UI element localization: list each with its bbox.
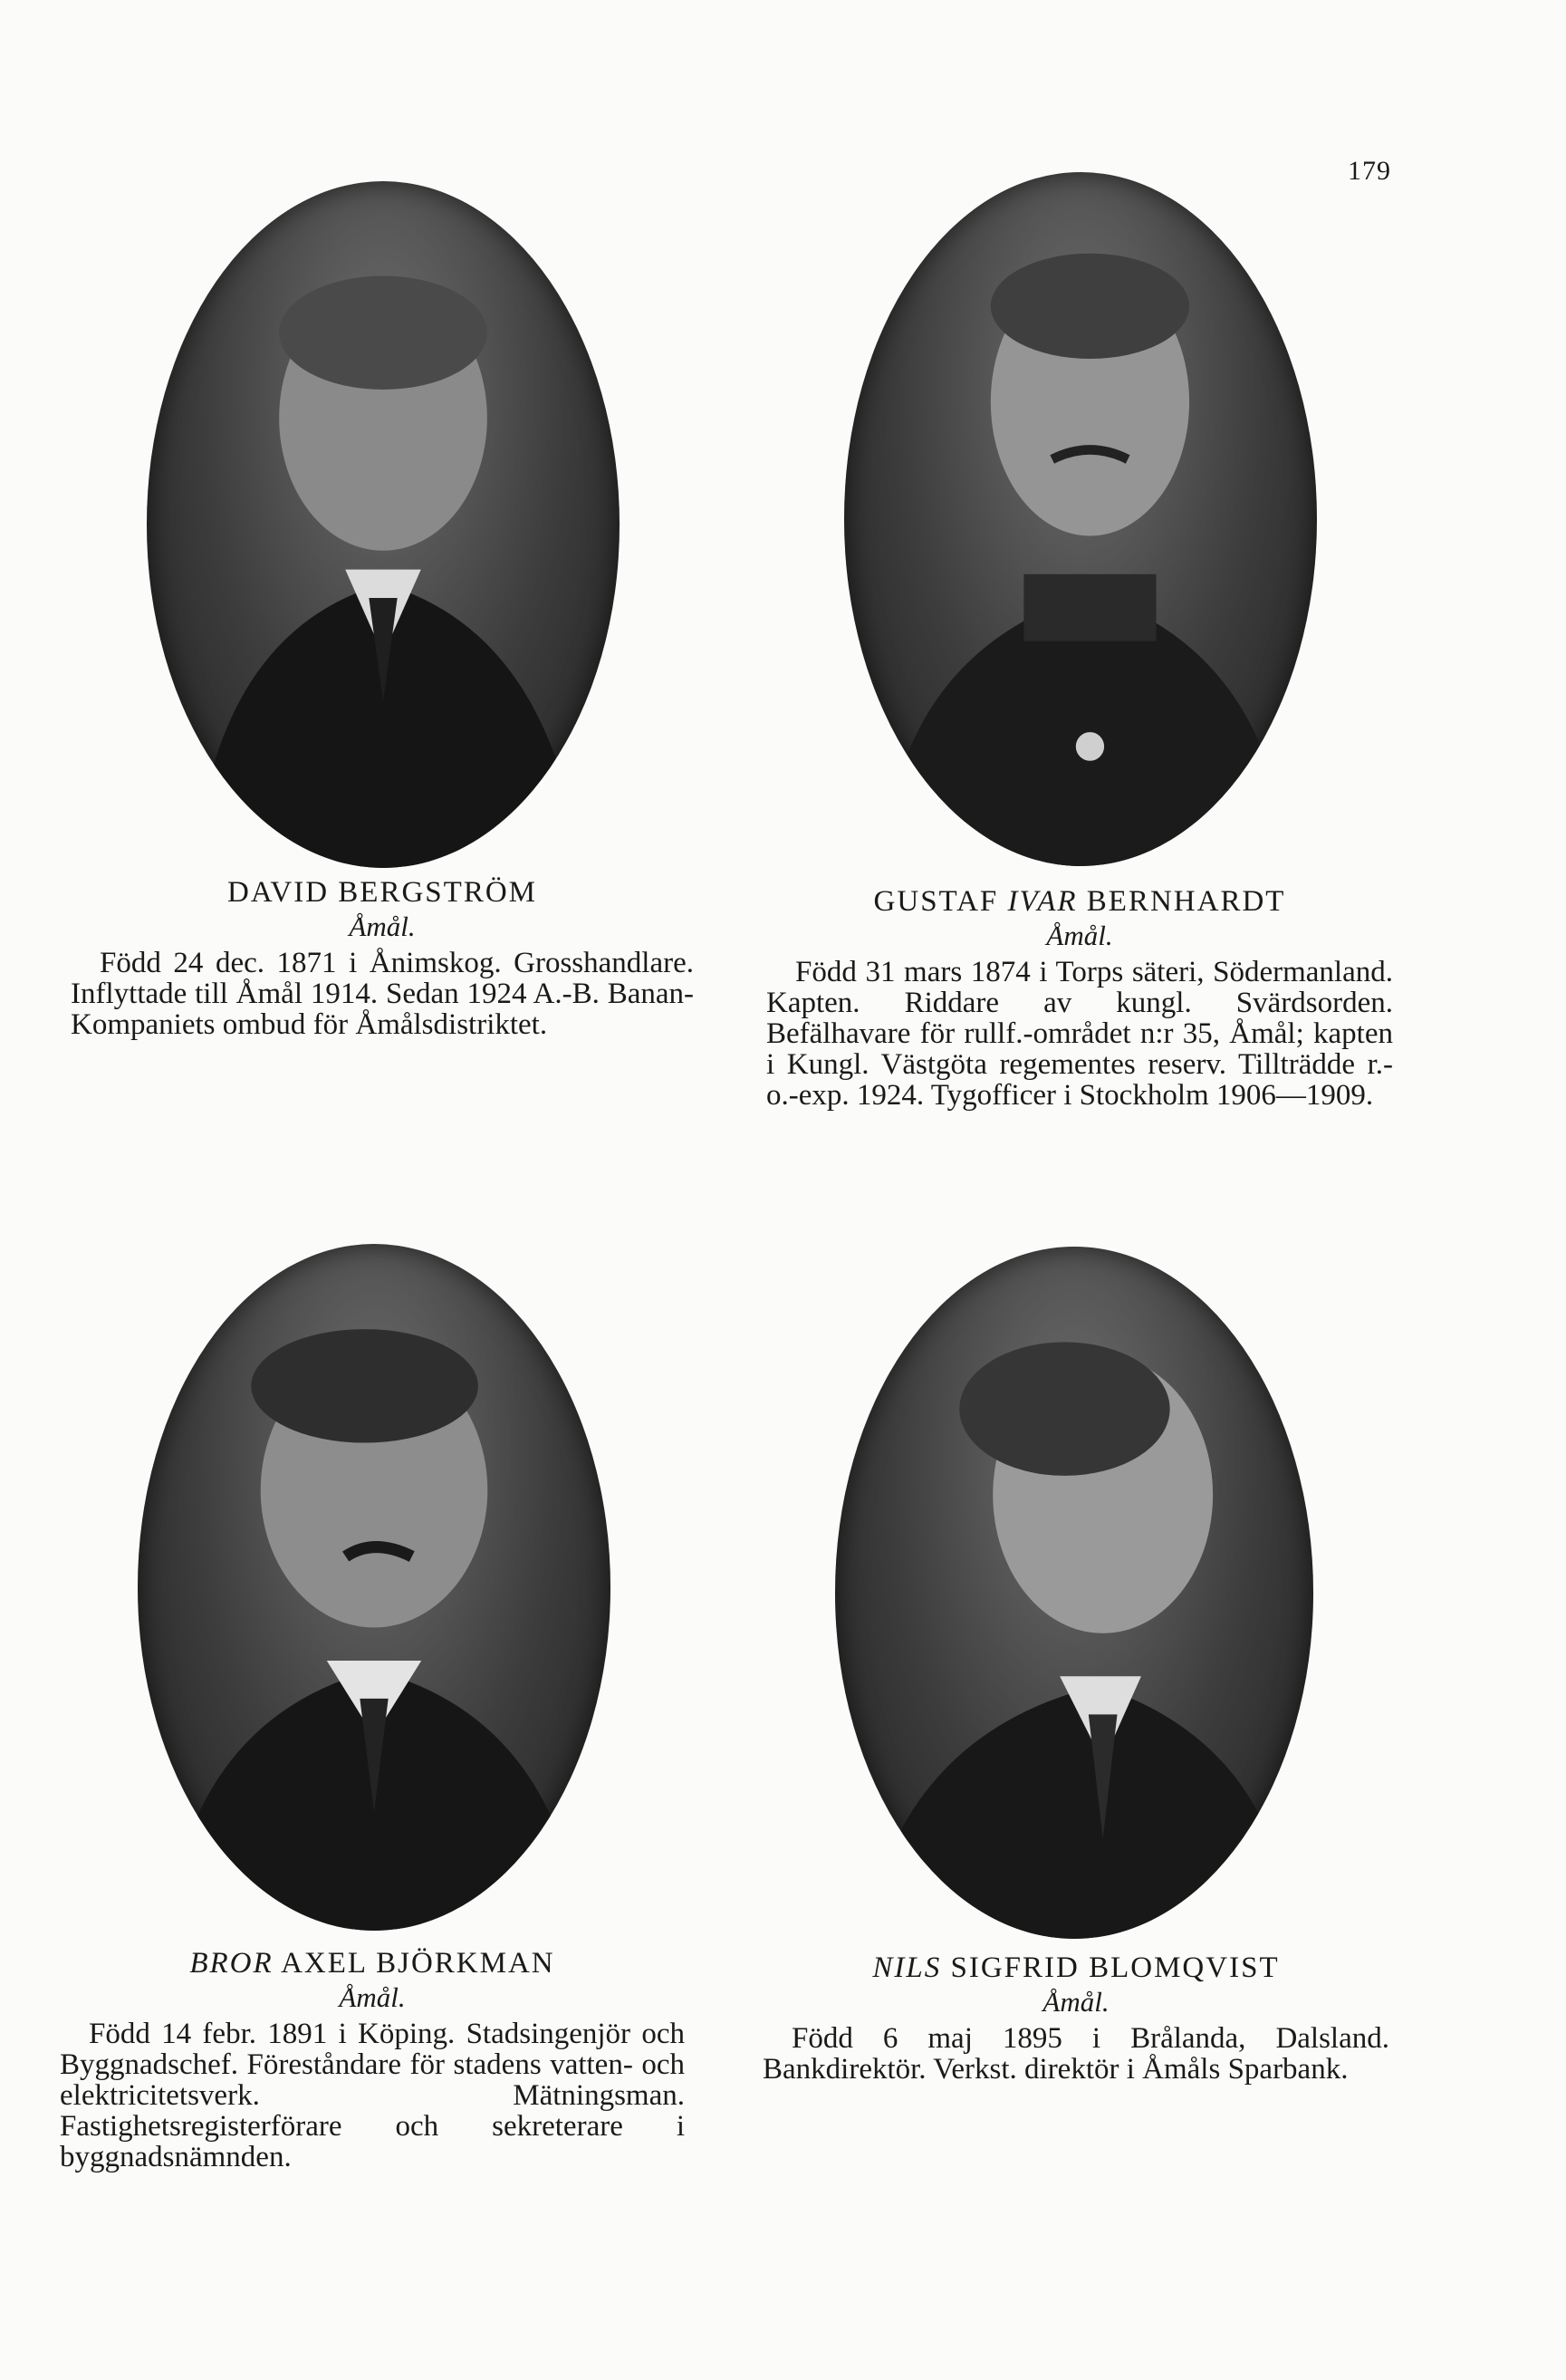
portrait-photo-gustaf-ivar-bernhardt — [844, 172, 1317, 866]
person-name-text: DAVID BERGSTRÖM — [226, 876, 538, 909]
person-name — [763, 1952, 1389, 1983]
place-label: Åmål. — [1046, 920, 1113, 951]
place-label: Åmål. — [339, 1981, 406, 2013]
person-name-prefix: GUSTAF — [873, 885, 999, 918]
place-label: Åmål. — [1042, 1986, 1110, 2018]
portrait-photo-nils-sigfrid-blomqvist — [835, 1247, 1313, 1939]
biography-text: Född 24 dec. 1871 i Ånimskog. Grosshandlare. Inflyttade till Åmål 1914. Sedan 1924 A.-B. Banan-Kompaniets ombud för Åmålsdistriktet. — [71, 947, 694, 1041]
caption-entry-2 — [766, 886, 1393, 1111]
person-name-given: NILS — [872, 1951, 942, 1984]
caption-entry-3 — [60, 1948, 685, 2173]
person-name-rest: AXEL BJÖRKMAN — [281, 1947, 555, 1980]
page-number: 179 — [1348, 156, 1391, 186]
caption-entry-4 — [763, 1952, 1389, 2085]
caption-entry-1 — [71, 877, 694, 1040]
biography-text: Född 14 febr. 1891 i Köping. Stadsingenjör och Byggnadschef. Föreståndare för stadens vatten- och elektricitetsverk. Mätningsman. Fastighetsregisterförare och sekreterare i byggnadsnämnden. — [60, 2018, 685, 2173]
biography-text: Född 31 mars 1874 i Torps säteri, Södermanland. Kapten. Riddare av kungl. Svärdsorden. Befälhavare för rullf.-området n:r 35, Åmål; kapten i Kungl. Västgöta regementes reserv. Tillträdde r.-o.-exp. 1924. Tygofficer i Stockholm 1906—1909. — [766, 956, 1393, 1112]
portrait-photo-bror-axel-bjorkman — [138, 1244, 610, 1931]
place-label: Åmål. — [349, 911, 416, 942]
person-name-given: BROR — [189, 1947, 274, 1980]
person-name-surname: BERNHARDT — [1086, 885, 1286, 918]
portrait-photo-david-bergstrom — [147, 181, 620, 868]
person-name — [766, 886, 1393, 917]
person-name — [60, 1948, 685, 1979]
person-name — [71, 877, 694, 908]
person-name-rest: SIGFRID BLOMQVIST — [950, 1951, 1280, 1984]
person-name-given: IVAR — [1007, 885, 1078, 918]
biography-text: Född 6 maj 1895 i Brålanda, Dalsland. Bankdirektör. Verkst. direktör i Åmåls Sparbank. — [763, 2022, 1389, 2086]
